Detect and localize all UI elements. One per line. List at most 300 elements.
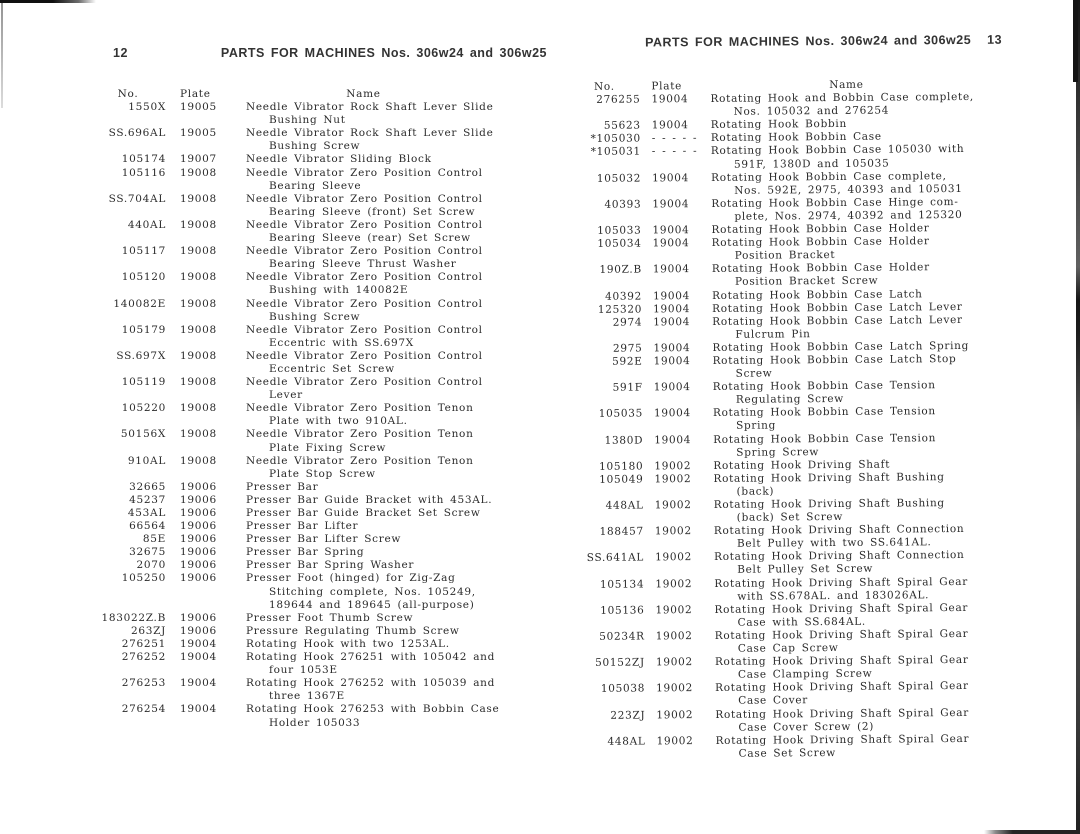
part-plate: 19004 (653, 315, 691, 329)
table-row (100, 193, 570, 219)
part-plate: 19008 (180, 428, 217, 441)
part-name-line: Plate with two 910AL. (269, 415, 408, 428)
column-header-name: Name (829, 78, 864, 92)
part-plate: 19004 (654, 433, 692, 446)
part-name (246, 455, 570, 481)
part-no: 105035 (598, 407, 644, 421)
part-name-line: Nos. 105032 and 276254 (733, 104, 890, 118)
part-name (246, 494, 570, 507)
part-name (246, 127, 570, 153)
scan-edge-top (0, 0, 96, 3)
part-name-line: Presser Bar Spring Washer (246, 559, 415, 572)
part-no: 105136 (600, 604, 645, 617)
part-plate: 19006 (180, 533, 217, 546)
part-no: 140082E (113, 297, 166, 310)
part-no: 190Z.B (599, 263, 642, 277)
part-name-line: Plate Fixing Screw (269, 441, 387, 454)
table-row (579, 143, 1039, 173)
part-name (715, 680, 1043, 709)
table-row (100, 455, 570, 481)
table-row (100, 245, 570, 271)
part-name (246, 651, 570, 677)
part-name (246, 101, 570, 127)
table-row (100, 638, 570, 651)
part-plate: 19004 (652, 224, 690, 237)
part-plate: 19006 (180, 507, 217, 519)
table-row (100, 612, 570, 625)
part-no: 105117 (121, 245, 166, 258)
part-name-line: Needle Vibrator Zero Position Control (246, 376, 483, 389)
part-name-line: Case with SS.684AL. (737, 615, 866, 629)
table-row (100, 428, 570, 454)
part-no: 32665 (129, 480, 166, 493)
part-plate: 19006 (180, 572, 217, 585)
part-name (713, 470, 1041, 499)
part-name (713, 352, 1041, 381)
part-plate: 19008 (180, 454, 217, 467)
part-no: 105120 (121, 271, 166, 284)
column-header-no: No. (117, 88, 139, 100)
table-row (581, 470, 1041, 500)
part-name-line: Regulating Screw (735, 393, 845, 407)
column-header-name: Name (346, 88, 381, 100)
part-plate: 19008 (180, 218, 217, 231)
table-row (100, 298, 570, 324)
part-plate: 19004 (180, 651, 217, 664)
part-no: 440AL (127, 218, 166, 231)
page-header (578, 32, 1038, 50)
part-name-line: Bushing Nut (269, 114, 346, 127)
part-name (246, 638, 570, 651)
part-name-line: Rotating Hook Bobbin Case Latch Spring (712, 339, 970, 354)
column-header-no: No. (593, 80, 615, 93)
part-plate: 19004 (180, 703, 217, 716)
parts-table (100, 88, 570, 730)
part-name-line: Needle Vibrator Zero Position Control (246, 192, 483, 205)
table-row (100, 350, 570, 376)
part-name-line: Rotating Hook with two 1253AL. (246, 637, 450, 650)
table-row (581, 379, 1041, 409)
part-name-line: Presser Bar Lifter Screw (246, 533, 402, 546)
part-no: 105119 (121, 376, 166, 389)
scan-edge-left (1, 3, 3, 108)
part-plate: 19002 (654, 525, 692, 538)
part-name-line: Rotating Hook Bobbin Case Hinge com- (711, 195, 959, 210)
table-row (582, 496, 1042, 526)
part-no: SS.704AL (108, 192, 166, 205)
part-name-line: Bearing Sleeve Thrust Washer (269, 258, 457, 271)
part-name-line: Rotating Hook Driving Shaft Spiral Gear (714, 627, 969, 642)
table-row (100, 324, 570, 350)
part-name (246, 324, 570, 350)
part-name (246, 350, 570, 376)
part-name-line: Bushing Screw (269, 310, 361, 323)
part-no: 1380D (604, 434, 644, 447)
part-name-line: Case Clamping Screw (737, 667, 873, 681)
table-row (581, 405, 1041, 435)
part-name-line: Needle Vibrator Zero Position Tenon (246, 454, 474, 467)
part-name-line: (back) Set Screw (736, 511, 844, 524)
part-plate: 19002 (654, 499, 692, 512)
part-plate: 19006 (180, 546, 217, 559)
part-no: 188457 (599, 525, 644, 539)
part-name-line: Presser Bar (246, 480, 319, 493)
part-name-line: Rotating Hook Driving Shaft Spiral Gear (715, 732, 970, 747)
table-row (583, 653, 1043, 683)
page-left (100, 46, 570, 730)
part-name (714, 523, 1042, 552)
part-plate: 19004 (652, 237, 690, 250)
part-name (246, 481, 570, 494)
part-no: 50152ZJ (595, 656, 645, 670)
part-name-line: 189644 and 189645 (all-purpose) (269, 598, 475, 611)
part-name-line: Screw (735, 367, 773, 380)
part-plate: 19006 (180, 624, 217, 637)
part-name-line: Needle Vibrator Rock Shaft Lever Slide (246, 127, 494, 140)
table-row (100, 625, 570, 638)
part-name-line: Rotating Hook Bobbin Case Tension (712, 379, 936, 394)
part-plate: 19005 (180, 101, 217, 114)
part-name (714, 496, 1042, 525)
part-no: 591F (612, 381, 643, 394)
part-name (712, 261, 1040, 290)
part-name-line: Case Set Screw (738, 746, 836, 760)
table-row (100, 559, 570, 572)
part-no: 50234R (599, 630, 645, 643)
part-plate: 19002 (654, 472, 692, 486)
part-name-line: Needle Vibrator Zero Position Control (246, 245, 483, 258)
part-name-line: Rotating Hook 276253 with Bobbin Case (246, 703, 500, 716)
part-plate: 19004 (652, 263, 690, 276)
part-name-line: Bearing Sleeve (front) Set Screw (269, 205, 476, 218)
part-name-line: Needle Vibrator Sliding Block (246, 153, 432, 166)
table-row (100, 127, 570, 153)
part-plate: - - - - - (651, 145, 698, 158)
part-name (246, 612, 570, 625)
part-name-line: Rotating Hook 276251 with 105042 and (246, 651, 496, 664)
part-name (246, 572, 570, 611)
part-plate: 19008 (180, 166, 217, 179)
part-plate: 19006 (180, 559, 217, 572)
part-name (246, 219, 570, 245)
part-name-line: Belt Pulley Set Screw (737, 563, 874, 577)
part-plate: 19004 (651, 93, 689, 106)
part-plate: 19004 (653, 381, 691, 394)
table-row (100, 167, 570, 193)
part-name-line: Spring Screw (736, 445, 820, 459)
part-plate: 19004 (653, 342, 691, 355)
table-header-row (100, 88, 570, 101)
part-no: 105134 (599, 578, 645, 591)
part-name-line: Rotating Hook Driving Shaft Bushing (713, 470, 945, 485)
part-no: 85E (142, 533, 166, 546)
part-no: 910AL (127, 454, 166, 467)
part-plate: 19006 (180, 520, 217, 533)
part-name-line: Rotating Hook Driving Shaft Spiral Gear (714, 575, 968, 590)
part-name-line: Rotating Hook Bobbin Case Tension (713, 431, 937, 446)
table-row (582, 601, 1042, 631)
part-name-line: Rotating Hook Driving Shaft Spiral Gear (715, 680, 969, 695)
part-name (246, 245, 570, 271)
part-name (711, 195, 1039, 224)
part-name (246, 625, 570, 638)
part-no: 66564 (129, 520, 166, 533)
part-name-line: Nos. 592E, 2975, 40393 and 105031 (734, 182, 963, 197)
part-name-line: Rotating Hook Driving Shaft Connection (713, 523, 965, 538)
part-name-line: Rotating Hook Bobbin Case Latch Lever (712, 313, 963, 328)
table-row (580, 235, 1040, 265)
part-name-line: Needle Vibrator Zero Position Control (246, 297, 483, 310)
part-name-line: Bearing Sleeve (rear) Set Screw (269, 232, 471, 245)
table-row (100, 376, 570, 402)
part-name-line: Rotating Hook Bobbin Case complete, (711, 169, 947, 184)
part-name-line: (back) (736, 485, 775, 498)
part-name-line: Needle Vibrator Zero Position Tenon (246, 402, 474, 415)
table-row (583, 732, 1043, 762)
column-header-plate: Plate (651, 80, 683, 93)
part-plate: 19005 (180, 127, 217, 140)
table-row (100, 546, 570, 559)
part-name-line: three 1367E (269, 690, 345, 703)
part-name-line: Rotating Hook Driving Shaft Spiral Gear (714, 654, 969, 669)
part-name (246, 507, 570, 520)
part-plate: 19002 (656, 708, 694, 721)
part-name (246, 153, 570, 166)
part-name (246, 533, 570, 546)
part-name-line: Position Bracket Screw (734, 275, 879, 289)
part-name-line: Needle Vibrator Zero Position Control (246, 323, 483, 336)
part-name-line: Rotating Hook Bobbin Case Latch (711, 287, 923, 302)
part-name (711, 143, 1039, 172)
part-no: 105033 (597, 224, 642, 237)
table-row (100, 520, 570, 533)
part-plate: 19008 (180, 271, 217, 284)
part-name-line: Rotating Hook Bobbin Case Latch Lever (712, 300, 963, 315)
part-name-line: Bearing Sleeve (269, 179, 362, 192)
part-name-line: Rotating Hook Driving Shaft Connection (714, 549, 965, 564)
part-name (246, 376, 570, 402)
scan-edge-right-top (1073, 0, 1078, 82)
part-name (713, 405, 1041, 434)
part-name-line: Presser Bar Guide Bracket with 453AL. (246, 493, 493, 506)
part-no: 453AL (127, 507, 166, 519)
part-no: 55623 (603, 119, 641, 133)
table-row (582, 549, 1042, 579)
part-no: 223ZJ (610, 708, 646, 722)
table-row (100, 219, 570, 245)
part-name-line: Spring (736, 419, 777, 433)
table-row (100, 101, 570, 127)
part-plate: 19004 (180, 677, 217, 690)
part-no: 105116 (121, 166, 166, 179)
part-no: 105032 (596, 172, 642, 185)
part-plate: - - - - - (651, 132, 698, 145)
part-name-line: Eccentric Set Screw (269, 362, 395, 375)
part-name (246, 193, 570, 219)
part-no: 2974 (612, 316, 643, 329)
part-no: 276252 (121, 651, 166, 664)
part-name (715, 627, 1043, 656)
part-name-line: Rotating Hook Bobbin Case (710, 130, 882, 145)
scan-edge-bottom-right (984, 830, 1080, 834)
part-name-line: 591F, 1380D and 105035 (733, 157, 890, 171)
part-name-line: Rotating Hook Bobbin Case 105030 with (710, 143, 965, 158)
part-no: SS.641AL (586, 551, 645, 565)
part-name (712, 235, 1040, 264)
table-row (583, 680, 1043, 710)
page-header (100, 46, 570, 60)
part-name-line: Presser Bar Guide Bracket Set Screw (246, 507, 481, 519)
part-name-line: Needle Vibrator Zero Position Control (246, 218, 483, 231)
page-number: 13 (987, 32, 1003, 47)
part-no: 276254 (121, 703, 166, 716)
part-name (713, 379, 1041, 408)
part-plate: 19004 (652, 197, 690, 211)
part-name-line: Rotating Hook Driving Shaft Spiral Gear (715, 706, 969, 721)
part-name-line: Holder 105033 (269, 716, 361, 729)
part-plate: 19004 (653, 355, 691, 368)
part-name-line: Fulcrum Pin (735, 327, 811, 341)
part-name-line: Rotating Hook Bobbin Case Holder (711, 222, 930, 236)
part-plate: 19006 (180, 480, 217, 493)
part-no: *105030 (590, 132, 641, 146)
part-name (710, 90, 1038, 119)
part-name (246, 546, 570, 559)
part-plate: 19006 (180, 611, 217, 624)
part-no: 592E (611, 355, 643, 368)
part-name-line: Eccentric with SS.697X (269, 336, 414, 349)
part-plate: 19008 (180, 245, 217, 258)
part-plate: 19002 (654, 459, 692, 473)
part-plate: 19008 (180, 192, 217, 205)
part-no: 276255 (596, 93, 641, 106)
part-name (714, 601, 1042, 630)
page-number: 12 (113, 46, 128, 60)
part-no: 105049 (599, 473, 644, 486)
table-row (100, 402, 570, 428)
table-row (100, 677, 570, 703)
part-plate: 19007 (180, 153, 217, 166)
page-title: PARTS FOR MACHINES Nos. 306w24 and 306w25 (220, 46, 548, 60)
part-name-line: Needle Vibrator Rock Shaft Lever Slide (246, 101, 494, 114)
table-row (100, 507, 570, 520)
table-row (582, 523, 1042, 553)
part-name-line: Lever (269, 389, 303, 402)
table-row (579, 169, 1039, 199)
part-no: SS.697X (116, 349, 166, 362)
part-name-line: Bushing with 140082E (269, 284, 409, 297)
part-name-line: Pressure Regulating Thumb Screw (246, 624, 460, 637)
part-plate: 19004 (180, 637, 217, 650)
part-name (715, 706, 1043, 735)
part-name-line: Presser Foot (hinged) for Zig-Zag (246, 572, 456, 585)
table-row (581, 431, 1041, 461)
part-name (246, 520, 570, 533)
part-name (714, 575, 1042, 604)
part-no: 105174 (121, 153, 166, 166)
part-name-line: Rotating Hook Driving Shaft Bushing (713, 497, 945, 511)
part-no: 1550X (128, 101, 166, 114)
page-right (578, 32, 1044, 761)
part-name (715, 732, 1043, 761)
part-name (715, 653, 1043, 682)
parts-table (578, 77, 1043, 761)
part-name-line: Rotating Hook Bobbin Case Holder (711, 261, 930, 276)
part-name-line: Presser Foot Thumb Screw (246, 611, 414, 624)
part-name (246, 428, 570, 454)
part-name-line: Needle Vibrator Zero Position Tenon (246, 428, 474, 441)
table-row (100, 481, 570, 494)
part-no: 40393 (604, 198, 642, 211)
part-name-line: Rotating Hook Bobbin Case Tension (712, 405, 936, 420)
part-name-line: Needle Vibrator Zero Position Control (246, 349, 483, 362)
part-plate: 19008 (180, 297, 217, 310)
part-name-line: Rotating Hook Bobbin (710, 118, 847, 132)
part-plate: 19008 (180, 349, 217, 362)
part-name (246, 167, 570, 193)
table-row (583, 627, 1043, 657)
table-row (578, 90, 1038, 120)
part-name-line: Rotating Hook and Bobbin Case complete, (710, 90, 974, 106)
part-name-line: Rotating Hook Driving Shaft (713, 458, 891, 472)
part-name-line: Case Cover (738, 694, 809, 708)
part-name-line: Plate Stop Screw (269, 467, 376, 480)
part-no: 183022Z.B (101, 611, 166, 624)
part-no: 263ZJ (130, 624, 166, 637)
part-plate: 19002 (656, 734, 694, 748)
part-name-line: Belt Pulley with two SS.641AL. (736, 536, 932, 551)
table-row (100, 651, 570, 677)
part-name (713, 431, 1041, 460)
part-plate: 19004 (652, 289, 690, 302)
part-no: 448AL (605, 499, 644, 512)
part-name-line: Presser Bar Spring (246, 546, 365, 559)
part-no: 2070 (136, 559, 166, 572)
part-plate: 19004 (651, 119, 689, 132)
part-name-line: Rotating Hook Bobbin Case Holder (711, 235, 930, 250)
part-name (246, 559, 570, 572)
part-no: 448AL (607, 735, 646, 748)
part-name-line: Bushing Screw (269, 140, 361, 153)
part-name-line: Presser Bar Lifter (246, 520, 359, 533)
part-plate: 19002 (655, 551, 693, 564)
part-plate: 19004 (653, 407, 691, 420)
part-name (246, 703, 570, 729)
part-name (246, 402, 570, 428)
table-row (100, 572, 570, 611)
part-plate: 19004 (653, 302, 691, 316)
part-name-line: Needle Vibrator Zero Position Control (246, 271, 483, 284)
part-plate: 19002 (655, 603, 693, 617)
part-no: 276251 (121, 637, 166, 650)
part-name (246, 298, 570, 324)
part-plate: 19008 (180, 402, 217, 415)
part-no: 40392 (605, 290, 643, 303)
part-name (246, 271, 570, 297)
part-plate: 19002 (656, 682, 694, 695)
part-plate: 19002 (655, 656, 693, 669)
part-name-line: plete, Nos. 2974, 40392 and 125320 (734, 208, 963, 223)
table-row (100, 703, 570, 729)
part-no: 105038 (600, 682, 646, 696)
table-row (100, 533, 570, 546)
part-no: 105220 (121, 402, 166, 415)
table-row (583, 706, 1043, 736)
part-plate: 19002 (655, 577, 693, 590)
part-no: 32675 (129, 546, 166, 559)
part-plate: 19006 (180, 493, 217, 506)
table-row (580, 261, 1040, 291)
